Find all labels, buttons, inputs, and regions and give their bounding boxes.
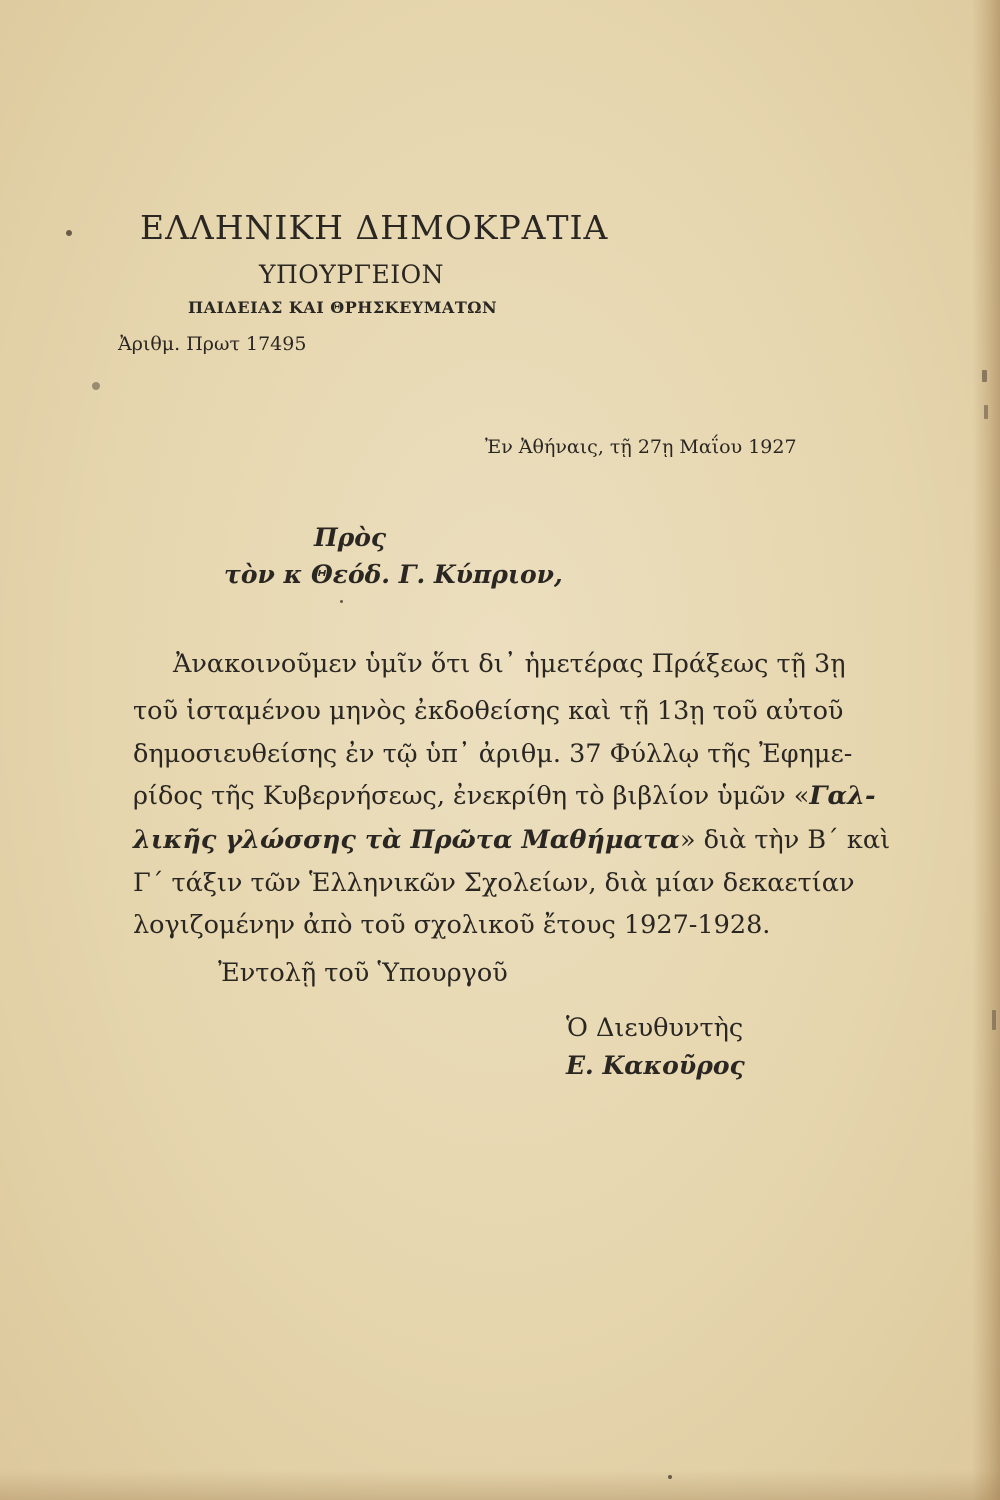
page-edge-shadow [972, 0, 1000, 1500]
signatory-name: Ε. Κακοῦρος [566, 1051, 745, 1080]
paper-speck [984, 405, 988, 419]
body-line [133, 781, 876, 811]
letterhead-ministry: ΥΠΟΥΡΓΕΙΟΝ [259, 260, 444, 289]
signatory-title: Ὁ Διευθυντὴς [566, 1013, 744, 1043]
body-text: ρίδος τῆς Κυβερνήσεως, ἐνεκρίθη τὸ βιβλίον ὑμῶν « [133, 781, 810, 811]
recipient-to: Πρὸς [314, 523, 387, 552]
body-text: » διὰ τὴν Β΄ καὶ [679, 825, 891, 855]
protocol-number: Ἀριθμ. Πρωτ 17495 [118, 333, 307, 355]
paper-speck [982, 370, 987, 382]
letterhead-republic: ΕΛΛΗΝΙΚΗ ΔΗΜΟΚΡΑΤΙΑ [140, 208, 609, 247]
recipient-name: τὸν κ Θεόδ. Γ. Κύπριον, [224, 560, 563, 589]
closing-line: Ἐντολῇ τοῦ Ὑπουργοῦ [218, 958, 508, 988]
paper-speck [992, 1010, 996, 1030]
body-line: Ἀνακοινοῦμεν ὑμῖν ὅτι δι᾽ ἡμετέρας Πράξεως τῇ 3ῃ [173, 649, 846, 679]
body-line: τοῦ ἱσταμένου μηνὸς ἐκδοθείσης καὶ τῇ 13ῃ τοῦ αὐτοῦ [133, 696, 844, 726]
letterhead-ministry-department: ΠΑΙΔΕΙΑΣ ΚΑΙ ΘΡΗΣΚΕΥΜΑΤΩΝ [188, 298, 498, 317]
place-and-date: Ἐν Ἀθήναις, τῇ 27ῃ Μαΐου 1927 [485, 436, 797, 458]
page-bottom-shadow [0, 1470, 1000, 1500]
book-title-part: λικῆς γλώσσης τὰ Πρῶτα Μαθήματα [133, 825, 680, 855]
book-title-part: Γαλ- [809, 781, 876, 811]
body-line: Γ΄ τάξιν τῶν Ἑλληνικῶν Σχολείων, διὰ μίαν δεκαετίαν [133, 868, 855, 898]
paper-speck [340, 600, 343, 603]
body-line: λογιζομένην ἀπὸ τοῦ σχολικοῦ ἔτους 1927-1928. [133, 910, 771, 940]
body-line [133, 825, 891, 855]
paper-speck [92, 382, 100, 390]
body-line: δημοσιευθείσης ἐν τῷ ὑπ᾽ ἀριθμ. 37 Φύλλῳ τῆς Ἐφημε- [133, 739, 853, 769]
paper-speck [668, 1475, 672, 1479]
paper-speck [66, 230, 72, 236]
